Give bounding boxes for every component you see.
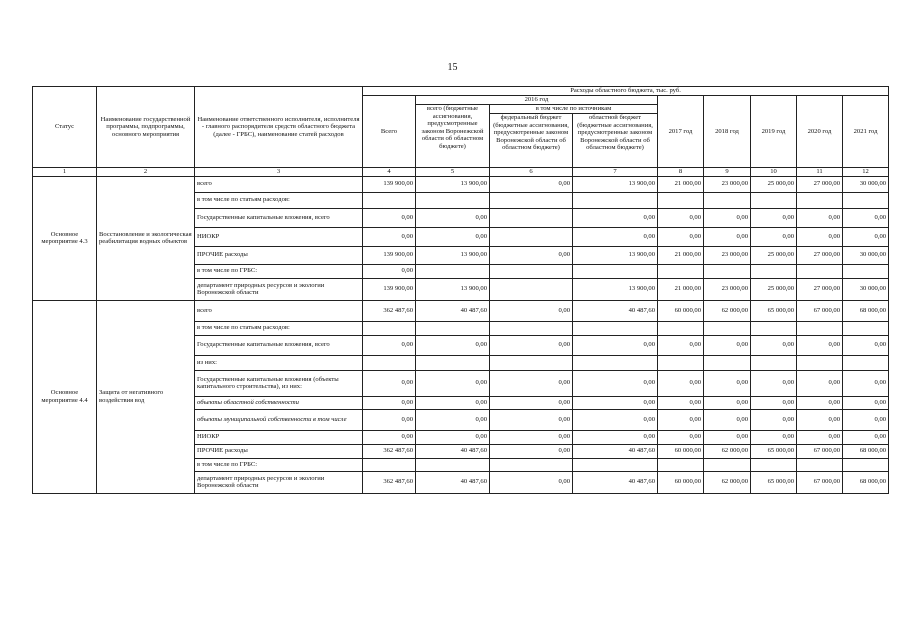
expense-item-label: в том числе по статьям расходов: <box>195 321 363 335</box>
amount-cell: 0,00 <box>573 335 658 355</box>
amount-cell: 0,00 <box>751 396 797 409</box>
header-2017: 2017 год <box>658 96 704 168</box>
amount-cell <box>797 458 843 471</box>
amount-cell: 0,00 <box>751 370 797 396</box>
expense-item-label: Государственные капитальные вложения, всего <box>195 208 363 227</box>
header-total-2016: всего (бюджетные ассигнования, предусмотренные законом Воронежской области об областном бюджете) <box>416 105 490 168</box>
amount-cell: 0,00 <box>658 335 704 355</box>
amount-cell: 362 487,60 <box>363 300 416 321</box>
expense-item-label: всего <box>195 176 363 192</box>
expense-item-label: НИОКР <box>195 227 363 246</box>
amount-cell: 13 900,00 <box>416 278 490 300</box>
amount-cell <box>416 458 490 471</box>
amount-cell <box>658 192 704 208</box>
amount-cell: 139 900,00 <box>363 246 416 264</box>
header-2019: 2019 год <box>751 96 797 168</box>
budget-table <box>32 86 889 494</box>
amount-cell <box>490 278 573 300</box>
amount-cell: 0,00 <box>363 227 416 246</box>
amount-cell <box>490 458 573 471</box>
amount-cell: 0,00 <box>490 444 573 458</box>
header-sources: в том числе по источникам <box>490 105 658 114</box>
amount-cell: 0,00 <box>490 176 573 192</box>
amount-cell: 0,00 <box>490 409 573 430</box>
amount-cell <box>573 321 658 335</box>
measure-status: Основное мероприятие 4.4 <box>33 300 97 493</box>
amount-cell: 0,00 <box>704 409 751 430</box>
amount-cell <box>843 321 889 335</box>
column-number: 12 <box>843 168 889 177</box>
amount-cell: 0,00 <box>490 300 573 321</box>
amount-cell: 139 900,00 <box>363 176 416 192</box>
amount-cell <box>416 192 490 208</box>
amount-cell <box>704 264 751 278</box>
column-number: 10 <box>751 168 797 177</box>
amount-cell <box>490 355 573 370</box>
amount-cell: 62 000,00 <box>704 444 751 458</box>
header-2021: 2021 год <box>843 96 889 168</box>
amount-cell: 0,00 <box>573 208 658 227</box>
amount-cell: 21 000,00 <box>658 176 704 192</box>
column-number: 2 <box>97 168 195 177</box>
amount-cell: 0,00 <box>751 208 797 227</box>
amount-cell: 0,00 <box>843 335 889 355</box>
column-number: 8 <box>658 168 704 177</box>
amount-cell: 60 000,00 <box>658 444 704 458</box>
amount-cell: 0,00 <box>490 246 573 264</box>
amount-cell: 62 000,00 <box>704 300 751 321</box>
expense-item-label: департамент природных ресурсов и экологии Воронежской области <box>195 278 363 300</box>
amount-cell: 23 000,00 <box>704 278 751 300</box>
expense-item-label: Государственные капитальные вложения, всего <box>195 335 363 355</box>
amount-cell <box>658 321 704 335</box>
amount-cell <box>751 321 797 335</box>
amount-cell <box>704 321 751 335</box>
amount-cell: 30 000,00 <box>843 246 889 264</box>
header-2018: 2018 год <box>704 96 751 168</box>
amount-cell: 0,00 <box>843 208 889 227</box>
amount-cell <box>658 355 704 370</box>
table-header <box>33 87 889 177</box>
column-number: 5 <box>416 168 490 177</box>
amount-cell: 68 000,00 <box>843 444 889 458</box>
amount-cell: 0,00 <box>658 370 704 396</box>
amount-cell: 62 000,00 <box>704 471 751 493</box>
amount-cell: 0,00 <box>416 208 490 227</box>
amount-cell <box>416 264 490 278</box>
table-row <box>33 300 889 321</box>
amount-cell: 0,00 <box>490 335 573 355</box>
amount-cell: 0,00 <box>573 430 658 444</box>
amount-cell: 0,00 <box>573 409 658 430</box>
header-year-2016: 2016 год <box>416 96 658 105</box>
amount-cell: 13 900,00 <box>573 246 658 264</box>
amount-cell: 0,00 <box>363 396 416 409</box>
table-row <box>33 176 889 192</box>
amount-cell: 0,00 <box>704 430 751 444</box>
amount-cell: 0,00 <box>363 430 416 444</box>
expense-item-label: из них: <box>195 355 363 370</box>
amount-cell: 30 000,00 <box>843 176 889 192</box>
header-2020: 2020 год <box>797 96 843 168</box>
header-federal: федеральный бюджет (бюджетные ассигнования, предусмотренные законом Воронежской области об областном бюджете) <box>490 114 573 168</box>
amount-cell: 0,00 <box>704 335 751 355</box>
section-measure-4-3 <box>33 176 889 300</box>
amount-cell <box>843 458 889 471</box>
amount-cell: 40 487,60 <box>573 444 658 458</box>
amount-cell: 65 000,00 <box>751 300 797 321</box>
amount-cell: 0,00 <box>363 370 416 396</box>
column-number: 3 <box>195 168 363 177</box>
amount-cell <box>490 192 573 208</box>
amount-cell: 40 487,60 <box>416 471 490 493</box>
amount-cell: 0,00 <box>843 409 889 430</box>
amount-cell: 0,00 <box>797 208 843 227</box>
expense-item-label: всего <box>195 300 363 321</box>
amount-cell <box>658 264 704 278</box>
amount-cell: 25 000,00 <box>751 176 797 192</box>
amount-cell: 0,00 <box>843 396 889 409</box>
amount-cell: 13 900,00 <box>416 246 490 264</box>
amount-cell: 0,00 <box>658 227 704 246</box>
amount-cell <box>573 458 658 471</box>
amount-cell: 30 000,00 <box>843 278 889 300</box>
amount-cell <box>363 192 416 208</box>
amount-cell: 0,00 <box>416 370 490 396</box>
amount-cell: 0,00 <box>797 335 843 355</box>
amount-cell: 362 487,60 <box>363 471 416 493</box>
header-total: Всего <box>363 96 416 168</box>
header-status: Статус <box>33 87 97 168</box>
column-number: 4 <box>363 168 416 177</box>
amount-cell: 0,00 <box>363 409 416 430</box>
measure-name: Восстановление и экологическая реабилитация водных объектов <box>97 176 195 300</box>
amount-cell: 0,00 <box>490 471 573 493</box>
amount-cell <box>363 321 416 335</box>
amount-cell <box>704 355 751 370</box>
amount-cell: 0,00 <box>363 208 416 227</box>
amount-cell: 139 900,00 <box>363 278 416 300</box>
amount-cell: 67 000,00 <box>797 471 843 493</box>
amount-cell <box>751 458 797 471</box>
amount-cell <box>363 458 416 471</box>
amount-cell: 0,00 <box>573 227 658 246</box>
amount-cell <box>751 192 797 208</box>
amount-cell <box>704 458 751 471</box>
expense-item-label: в том числе по ГРБС: <box>195 458 363 471</box>
amount-cell: 0,00 <box>797 370 843 396</box>
column-number: 11 <box>797 168 843 177</box>
amount-cell: 362 487,60 <box>363 444 416 458</box>
amount-cell <box>490 208 573 227</box>
amount-cell: 0,00 <box>363 264 416 278</box>
amount-cell: 0,00 <box>797 227 843 246</box>
expense-item-label: ПРОЧИЕ расходы <box>195 246 363 264</box>
amount-cell: 0,00 <box>751 227 797 246</box>
amount-cell <box>573 264 658 278</box>
amount-cell <box>843 192 889 208</box>
expense-item-label: в том числе по ГРБС: <box>195 264 363 278</box>
amount-cell: 13 900,00 <box>416 176 490 192</box>
amount-cell: 23 000,00 <box>704 176 751 192</box>
amount-cell: 67 000,00 <box>797 300 843 321</box>
amount-cell: 60 000,00 <box>658 471 704 493</box>
amount-cell: 0,00 <box>704 208 751 227</box>
amount-cell: 0,00 <box>797 409 843 430</box>
amount-cell <box>490 264 573 278</box>
amount-cell: 40 487,60 <box>416 444 490 458</box>
amount-cell: 21 000,00 <box>658 278 704 300</box>
page-number: 15 <box>447 62 458 73</box>
amount-cell: 0,00 <box>658 396 704 409</box>
amount-cell: 40 487,60 <box>416 300 490 321</box>
amount-cell: 0,00 <box>843 430 889 444</box>
column-number: 7 <box>573 168 658 177</box>
amount-cell: 0,00 <box>751 430 797 444</box>
amount-cell: 0,00 <box>416 335 490 355</box>
column-number: 9 <box>704 168 751 177</box>
amount-cell <box>573 192 658 208</box>
amount-cell: 68 000,00 <box>843 471 889 493</box>
amount-cell: 0,00 <box>704 396 751 409</box>
amount-cell: 0,00 <box>490 370 573 396</box>
expense-item-label: НИОКР <box>195 430 363 444</box>
amount-cell: 0,00 <box>573 370 658 396</box>
amount-cell: 0,00 <box>658 409 704 430</box>
amount-cell <box>490 321 573 335</box>
amount-cell: 27 000,00 <box>797 278 843 300</box>
amount-cell: 0,00 <box>704 370 751 396</box>
measure-name: Защита от негативного воздействия вод <box>97 300 195 493</box>
amount-cell: 25 000,00 <box>751 246 797 264</box>
amount-cell: 0,00 <box>843 227 889 246</box>
amount-cell: 0,00 <box>751 409 797 430</box>
amount-cell <box>751 264 797 278</box>
amount-cell <box>797 264 843 278</box>
amount-cell: 0,00 <box>416 227 490 246</box>
amount-cell: 65 000,00 <box>751 471 797 493</box>
amount-cell: 0,00 <box>573 396 658 409</box>
column-number-row <box>33 168 889 177</box>
amount-cell: 40 487,60 <box>573 471 658 493</box>
amount-cell: 0,00 <box>363 335 416 355</box>
header-expenses-title: Расходы областного бюджета, тыс. руб. <box>363 87 889 96</box>
amount-cell: 65 000,00 <box>751 444 797 458</box>
amount-cell: 67 000,00 <box>797 444 843 458</box>
amount-cell: 0,00 <box>490 430 573 444</box>
column-number: 6 <box>490 168 573 177</box>
header-executor-name: Наименование ответственного исполнителя, исполнителя - главного распорядителя средств областного бюджета (далее - ГРБС), наименование статей расходов <box>195 87 363 168</box>
amount-cell <box>797 355 843 370</box>
column-number: 1 <box>33 168 97 177</box>
expense-item-label: Государственные капитальные вложения (объекты капитального строительства), из них: <box>195 370 363 396</box>
amount-cell <box>416 321 490 335</box>
expense-item-label: ПРОЧИЕ расходы <box>195 444 363 458</box>
amount-cell: 0,00 <box>416 409 490 430</box>
amount-cell: 68 000,00 <box>843 300 889 321</box>
section-measure-4-4 <box>33 300 889 493</box>
amount-cell <box>797 192 843 208</box>
amount-cell <box>658 458 704 471</box>
amount-cell <box>797 321 843 335</box>
amount-cell: 27 000,00 <box>797 246 843 264</box>
amount-cell: 0,00 <box>416 396 490 409</box>
amount-cell: 0,00 <box>797 430 843 444</box>
amount-cell <box>416 355 490 370</box>
amount-cell <box>843 264 889 278</box>
amount-cell <box>751 355 797 370</box>
expense-item-label: в том числе по статьям расходов: <box>195 192 363 208</box>
amount-cell: 27 000,00 <box>797 176 843 192</box>
header-regional: областной бюджет (бюджетные ассигнования, предусмотренные законом Воронежской области об областном бюджете) <box>573 114 658 168</box>
amount-cell: 60 000,00 <box>658 300 704 321</box>
amount-cell: 0,00 <box>751 335 797 355</box>
amount-cell: 21 000,00 <box>658 246 704 264</box>
amount-cell <box>704 192 751 208</box>
amount-cell <box>490 227 573 246</box>
amount-cell: 13 900,00 <box>573 278 658 300</box>
amount-cell <box>363 355 416 370</box>
amount-cell: 0,00 <box>416 430 490 444</box>
header-program-name: Наименование государственной программы, подпрограммы, основного мероприятия <box>97 87 195 168</box>
amount-cell: 25 000,00 <box>751 278 797 300</box>
expense-item-label: объекты областной собственности <box>195 396 363 409</box>
amount-cell: 23 000,00 <box>704 246 751 264</box>
expense-item-label: объекты муниципальной собственности в том числе <box>195 409 363 430</box>
expense-item-label: департамент природных ресурсов и экологии Воронежской области <box>195 471 363 493</box>
amount-cell: 0,00 <box>704 227 751 246</box>
amount-cell: 0,00 <box>490 396 573 409</box>
amount-cell <box>573 355 658 370</box>
amount-cell: 0,00 <box>658 430 704 444</box>
amount-cell: 0,00 <box>658 208 704 227</box>
amount-cell: 13 900,00 <box>573 176 658 192</box>
amount-cell: 40 487,60 <box>573 300 658 321</box>
amount-cell: 0,00 <box>843 370 889 396</box>
amount-cell <box>843 355 889 370</box>
amount-cell: 0,00 <box>797 396 843 409</box>
measure-status: Основное мероприятие 4.3 <box>33 176 97 300</box>
